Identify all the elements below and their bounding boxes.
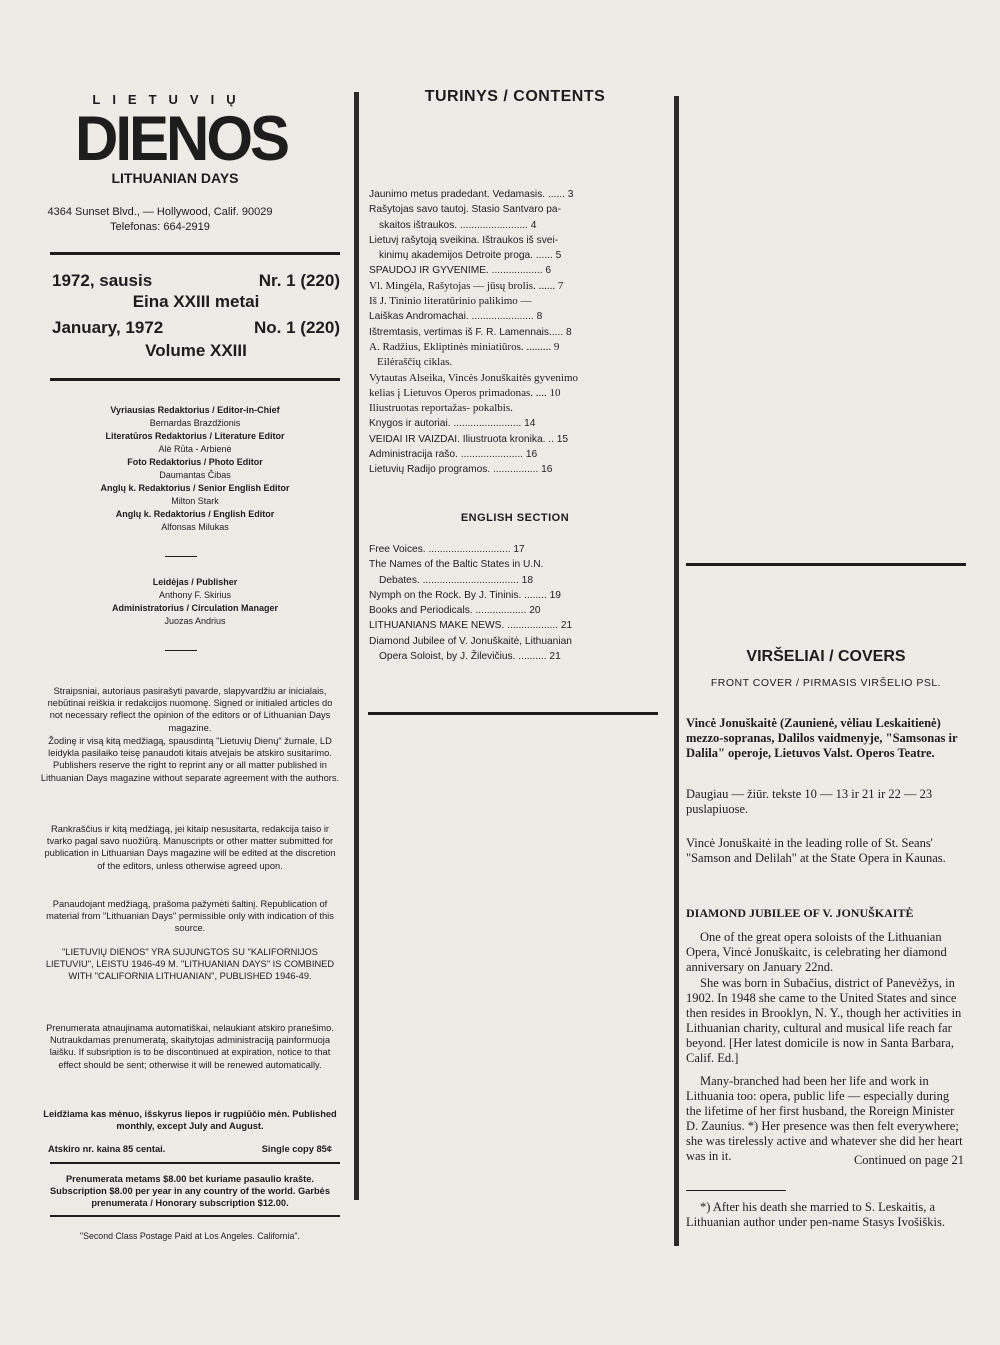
toc-line: VEIDAI IR VAIZDAI. Iliustruota kronika. .. 15 [369,433,569,445]
toc-english [369,542,656,664]
issue-lt [52,271,340,291]
toc-line: Knygos ir autoriai. ........................ 14 [369,418,536,430]
issue-lt-volume: Eina XXIII metai [132,292,260,311]
masthead-subtitle: LITHUANIAN DAYS [111,170,239,186]
toc-line: Eilėraščių ciklas. [377,356,453,369]
cover-caption-en: Vincė Jonuškaitė in the leading rolle of St. Seans' "Samson and Delilah" at the State Opera in Kaunas. [686,836,946,866]
toc-line: Jaunimo metus pradedant. Vedamasis. ...... 3 [369,189,574,200]
divider [165,556,197,557]
masthead-title: DIENOS [75,103,288,174]
toc-line: Rašytojas savo tautoj. Stasio Santvaro pa- [369,204,561,216]
toc-line: Vl. Mingėla, Rašytojas — jūsų brolis. ...... 7 [369,279,564,292]
divider [686,563,966,566]
publisher-name: Juozas Andrius [164,616,226,626]
notice-prices: Prenumerata metams $8.00 bet kuriame pasaulio krašte. Subscription $8.00 per year in any country of the world. Garbės prenumerata / Honorary subscription $12.00. [49,1174,330,1209]
single-copy-lt: Atskiro nr. kaina 85 centai. [48,1144,166,1154]
masthead-top: LIETUVIŲ [92,92,248,107]
staff-list [45,404,345,534]
toc-line: skaitos ištraukos. ........................ 4 [379,219,537,231]
column-divider [674,96,679,1246]
notice-monthly: Leidžiama kas mėnuo, išskyrus liepos ir rugpiūčio mėn. Published monthly, except July and August. [43,1109,337,1132]
toc-line: Diamond Jubilee of V. Jonuškaitė, Lithuanian [369,635,572,647]
address-block [10,205,310,235]
notice-combined: "LIETUVIŲ DIENOS" YRA SUJUNGTOS SU "KALIFORNIJOS LIETUVIU", LEISTU 1946-49 M. "LITHUANIAN DAYS" IS COMBINED WITH "CALIFORNIA LITHUANIAN", PUBLISHED 1946-49. [45,947,335,982]
phone: Telefonas: 664-2919 [110,221,210,233]
cover-see-more: Daugiau — žiūr. tekste 10 — 13 ir 21 ir 22 — 23 puslapiuose. [686,787,933,817]
footnote: *) After his death she married to S. Leskaitis, a Lithuanian author under pen-name Stasys Ivošiškis. [686,1200,945,1230]
divider [368,712,658,715]
divider [50,1162,340,1164]
staff-name: Alė Rūta - Arbienė [158,444,232,454]
toc-line: The Names of the Baltic States in U.N. [369,559,544,571]
covers-title: VIRŠELIAI / COVERS [746,648,906,665]
staff-role: Foto Redaktorius / Photo Editor [127,457,263,467]
single-copy [48,1144,348,1154]
toc-line: Debates. .................................. 18 [379,574,534,586]
cover-caption-lt: Vincė Jonuškaitė (Zaunienė, vėliau Leskaitienė) mezzo-sopranas, Dalilos vaidmenyje, "Samsonas ir Dalila" operoje, Lietuvos Valst. Operos Teatre. [686,716,958,761]
english-section-title: ENGLISH SECTION [460,512,570,524]
toc-line: Ištremtasis, vertimas iš F. R. Lamennais..... 8 [369,326,572,338]
toc-line: Opera Soloist, by J. Žilevičius. .......... 21 [379,651,561,663]
staff-role: Literatūros Redaktorius / Literature Editor [105,431,285,441]
issue-lt-date: 1972, sausis [52,271,153,290]
toc-line: Lietuvį rašytoją sveikina. Ištraukos iš svei- [369,234,559,246]
staff-name: Milton Stark [171,496,219,506]
toc-line: LITHUANIANS MAKE NEWS. .................. 21 [369,620,573,632]
notice-reprint: Žodinę ir visą kitą medžiagą, spausdintą "Lietuvių Dienų" žurnale, LD leidykla pasilaiko teisę panaudoti kitais atvejais be atskiro susitarimo. Publishers reserve the right to reprint any or all matter published in Lithuanian Days magazine without separate agreement with the authors. [40,736,340,783]
divider [50,252,340,255]
article-title: DIAMOND JUBILEE OF V. JONUŠKAITĖ [686,906,914,920]
notice-republication: Panaudojant medžiagą, prašoma pažymėti šaltinį. Republication of material from "Lithuanian Days" permissible only with indication of this source. [46,899,334,934]
toc-line: Laiškas Andromachai. ...................... 8 [369,311,543,323]
publisher-role: Administratorius / Circulation Manager [111,603,279,613]
address: 4364 Sunset Blvd., — Hollywood, Calif. 90029 [47,206,273,218]
notice-opinion: Straipsniai, autoriaus pasirašyti pavarde, slapyvardžiu ar inicialais, nebūtinai reiškia ir redakcijos nuomonę. Signed or initialed articles do not necessary reflect the opinion of the editors or of Lithuanian Days magazine. [47,686,333,733]
notice-subscription: Prenumerata atnaujinama automatiškai, nelaukiant atskiro pranešimo. Nutraukdamas prenumeratą, skaitytojas administraciją painformuoja laišku. If subsription is to be discontinued at expiration, notice to that effect should be sent; otherwise it will be renewed automatically. [46,1023,334,1070]
toc-line: Administracija rašo. ...................... 16 [369,449,538,461]
continued-note: Continued on page 21 [853,1153,964,1167]
toc-line: Nymph on the Rock. By J. Tininis. ........ 19 [369,589,561,601]
publisher-list [45,576,345,628]
issue-en-number: No. 1 (220) [254,318,340,337]
staff-name: Daumantas Čibas [159,470,231,480]
divider [165,650,197,651]
single-copy-en: Single copy 85¢ [261,1144,332,1154]
toc-line: Vytautas Alseika, Vincės Jonuškaitės gyvenimo [369,371,579,384]
toc-line: SPAUDOJ IR GYVENIME. .................. 6 [369,265,552,277]
issue-en-volume: Volume XXIII [145,341,247,360]
toc-line: Iliustruotas reportažas- pokalbis. [369,402,513,415]
article-paragraph: Many-branched had been her life and work in Lithuania too: opera, public life — especially during the lifetime of her first husband, the Roreign Minister D. Zaunius. *) Her presence was then felt everywhere; she was tirelessly active and whatever she did her heart was in it. [686,1074,963,1164]
staff-role: Vyriausias Redaktorius / Editor-in-Chief [110,405,280,415]
issue-en-date: January, 1972 [52,318,164,337]
contents-title: TURINYS / CONTENTS [424,88,606,105]
toc-line: kelias į Lietuvos Operos primadonas. .... 10 [369,386,561,399]
staff-role: Anglų k. Redaktorius / English Editor [115,509,275,519]
divider [50,1215,340,1217]
staff-role: Anglų k. Redaktorius / Senior English Editor [100,483,290,493]
toc-lithuanian [369,187,656,478]
staff-name: Bernardas Brazdžionis [149,418,241,428]
toc-line: A. Radžius, Ekliptinės miniatiūros. ......... 9 [369,340,560,353]
toc-line: Lietuvių Radijo programos. ................ 16 [369,464,553,476]
toc-line: Free Voices. ............................. 17 [369,544,525,555]
article-paragraph: She was born in Subačius, district of Panevėžys, in 1902. In 1948 she came to the United States and since then resides in Brooklyn, N. Y., though her activities in Lithuanian charity, cultural and musical life reach far beyond. [Her latest domicile is now in Santa Barbara, Calif. Ed.] [686,976,962,1066]
publisher-role: Leidėjas / Publisher [152,577,238,587]
divider [686,1190,786,1191]
notice-manuscripts: Rankraščius ir kitą medžiagą, jei kitaip nesusitarta, redakcija taiso ir tvarko pagal savo nuožiūrą. Manuscripts or other matter submitted for publication in Lithuanian Days magazine will be edited at the discretion of the editors, unless otherwise agreed upon. [44,824,336,871]
toc-line: Iš J. Tininio literatūrinio palikimo — [369,295,532,308]
covers-subtitle: FRONT COVER / PIRMASIS VIRŠELIO PSL. [710,677,942,689]
issue-lt-number: Nr. 1 (220) [258,271,340,290]
divider [50,378,340,381]
postage-note: "Second Class Postage Paid at Los Angeles. California". [80,1231,300,1241]
staff-name: Alfonsas Milukas [161,522,229,532]
toc-line: kinimų akademijos Detroite proga. ...... 5 [379,250,562,262]
issue-en [52,318,340,338]
column-divider [354,92,359,1200]
article-paragraph: One of the great opera soloists of the Lithuanian Opera, Vincė Jonuškaitc, is celebrating her diamond anniversary on January 22nd. [686,930,947,975]
toc-line: Books and Periodicals. .................. 20 [369,605,541,617]
publisher-name: Anthony F. Skirius [158,590,232,600]
